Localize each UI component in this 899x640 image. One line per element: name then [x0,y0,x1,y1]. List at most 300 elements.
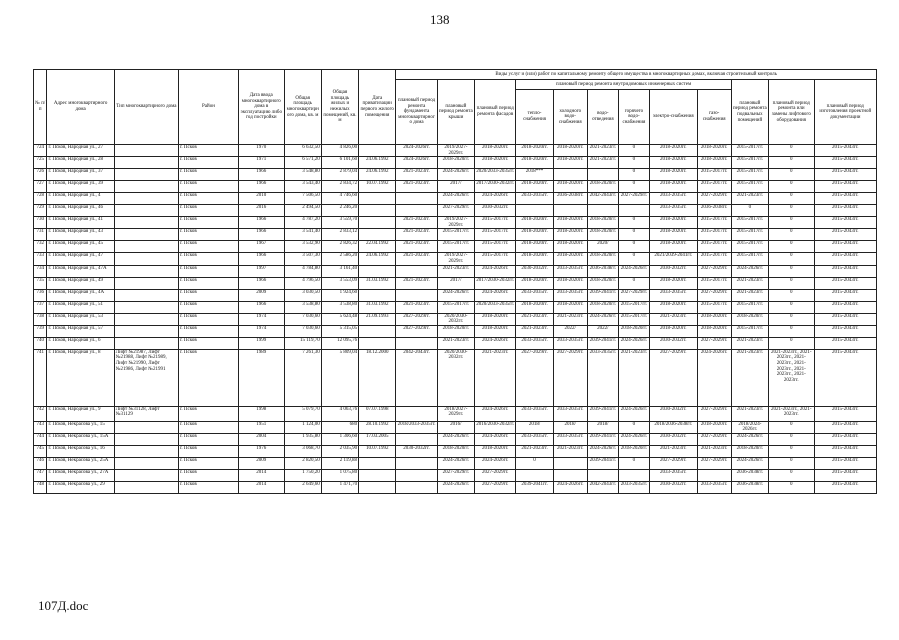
cell-elec: 2018-2020гг. [649,217,697,229]
cell-total: 4 784,80 [284,265,321,277]
cell-priv: 21.09.1993 [359,313,396,325]
cell-found [396,289,437,301]
cell-elec: 2018-2020гг. [649,181,697,193]
table-row [34,193,877,205]
cell-sewer: 2021-2023гг. [587,145,618,157]
cell-elev: 0 [769,289,815,301]
cell-priv [359,205,396,217]
cell-living: 1 306,60 [321,433,358,445]
cell-design: 2015-2043гг. [814,421,876,433]
cell-found [396,406,437,421]
cell-priv [359,325,396,337]
cell-elev: 0 [769,205,815,217]
cell-living: 2 586,20 [321,253,358,265]
cell-total: 1 124,00 [284,421,321,433]
cell-design: 2015-2043гг. [814,301,876,313]
cell-district: г. Псков [178,157,238,169]
cell-elec: 2021-2023гг. [649,313,697,325]
cell-district: г. Псков [178,253,238,265]
cell-elev: 0 [769,169,815,181]
cell-year: 1966 [238,301,284,313]
cell-elev: 0 [769,217,815,229]
cell-design: 2015-2043гг. [814,241,876,253]
cell-total: 3 507,30 [284,253,321,265]
cell-living: 6 101,60 [321,157,358,169]
cell-elec: 2018-2020гг. [649,229,697,241]
cell-hot: 2018-2020гг. [618,445,649,457]
cell-type [114,457,178,469]
table-row [34,145,877,157]
cell-sewer: 2022/ [587,325,618,337]
cell-type [114,157,178,169]
cell-found: 2021-2023гг. [396,301,437,313]
cell-total: 3 548,80 [284,169,321,181]
cell-priv [359,217,396,229]
cell-elev: 0 [769,277,815,289]
cell-found: 2030-2032гг. [396,445,437,457]
cell-address: г. Псков, Некрасова ул., 29 [47,481,114,493]
cell-base: 2018-2020гг. [731,445,768,457]
page-number: 138 [430,12,450,27]
cell-priv [359,457,396,469]
cell-year: 1967 [238,241,284,253]
cell-base: 2021-2023гг. [731,289,768,301]
cell-cold: 2033-2035гг. [553,433,587,445]
cell-gas: 2027-2029гг. [697,406,731,421]
cell-base: 2036-2038гг. [731,469,768,481]
header-roof: плановый период ремонта крыши [437,80,474,145]
cell-total: 6 632,50 [284,145,321,157]
cell-address: г. Псков, Народная ул., 8 [47,349,114,406]
cell-elec: 2030-2032гг. [649,433,697,445]
cell-address: г. Псков, Народная ул., 39 [47,181,114,193]
cell-total: 6 571,20 [284,157,321,169]
table-row [34,157,877,169]
cell-gas: 2033-2035гг. [697,481,731,493]
cell-facade: 2015-2017гг. [475,253,516,265]
cell-sewer: 2039-2041гг. [587,337,618,349]
cell-found [396,337,437,349]
cell-hot: 2027-2029гг. [618,193,649,205]
cell-hot: 0 [618,217,649,229]
cell-design: 2015-2043гг. [814,169,876,181]
cell-gas: 2015-2017гг. [697,301,731,313]
cell-sewer [587,205,618,217]
cell-elev: 0 [769,313,815,325]
cell-address: г. Псков, Народная ул., 6 [47,337,114,349]
cell-priv: 31.03.1992 [359,277,396,289]
cell-heat: 2039-2041гг. [516,481,553,493]
cell-address: г. Псков, Народная ул., 4 [47,193,114,205]
cell-facade: 2021-2023гг. [475,349,516,406]
cell-year: 2016 [238,205,284,217]
cell-priv: 31.03.1992 [359,301,396,313]
cell-cold [553,169,587,181]
cell-heat: 2033-2035гг. [516,433,553,445]
table-row [34,445,877,457]
cell-hot: 2021-2023гг. [618,349,649,406]
cell-found: 2024-2026гг. [396,157,437,169]
cell-base: 0 [731,205,768,217]
cell-cold: 2018-2020гг. [553,181,587,193]
cell-roof: 2020/2030-2032гг. [437,313,474,325]
cell-no: 726 [34,169,47,181]
cell-year: 1974 [238,313,284,325]
cell-type [114,421,178,433]
cell-priv: 18.12.2000 [359,349,396,406]
cell-district: г. Псков [178,145,238,157]
footer-filename: 107Д.doc [38,598,89,613]
table-row [34,253,877,265]
cell-total: 7 261,30 [284,349,321,406]
header-year: Дата ввода многоквартирного дома в эксплуатацию либо год постройки [238,70,284,145]
cell-found: 2018/2033-2035гг. [396,421,437,433]
cell-no: 725 [34,157,47,169]
cell-roof: 2017/ [437,277,474,289]
cell-type: Лифт №21987, Лифт №21988, Лифт №21989, Лифт №21990, Лифт №21986, Лифт №21991 [114,349,178,406]
cell-base: 2024-2026гг. [731,457,768,469]
cell-priv: 28.10.1992 [359,421,396,433]
cell-facade: 2015-2017гг. [475,217,516,229]
cell-roof: 2019/2027-2029гг. [437,253,474,265]
cell-sewer: 2018-2020гг. [587,181,618,193]
cell-type [114,445,178,457]
cell-facade: 2024-2026гг. [475,193,516,205]
cell-elev: 0 [769,265,815,277]
cell-sewer: 2042-2043гг. [587,481,618,493]
cell-district: г. Псков [178,481,238,493]
cell-hot: 0 [618,253,649,265]
cell-sewer: 2018/ [587,421,618,433]
cell-roof: 2024-2026гг. [437,481,474,493]
header-electric: электро-снабжения [649,90,697,145]
cell-design: 2015-2043гг. [814,337,876,349]
cell-year: 2009 [238,289,284,301]
cell-district: г. Псков [178,313,238,325]
cell-living: 3 538,80 [321,301,358,313]
cell-cold: 2024-2026гг. [553,481,587,493]
cell-base: 2018-2020гг. [731,313,768,325]
cell-base: 2021-2023гг. [731,337,768,349]
cell-total: 2 649,60 [284,481,321,493]
cell-facade: 2017/2030-2032гг. [475,181,516,193]
cell-no: 728 [34,193,47,205]
cell-heat: 2018-2020гг. [516,145,553,157]
cell-living: 5 624,48 [321,313,358,325]
cell-type [114,289,178,301]
cell-facade: 2024-2026гг. [475,337,516,349]
cell-elec: 2027-2029гг. [649,349,697,406]
cell-sewer: 2039-2041гг. [587,433,618,445]
cell-roof: 2015-2017гг. [437,241,474,253]
cell-priv: 22.04.1992 [359,241,396,253]
cell-found: 2021-2023гг. [396,253,437,265]
cell-sewer [587,169,618,181]
cell-found: 2021-2023гг. [396,241,437,253]
table-row [34,289,877,301]
header-type: Тип многоквартирного дома [114,70,178,145]
cell-hot [618,469,649,481]
cell-elec: 2033-2035гг. [649,289,697,301]
cell-gas: 2021-2023гг. [697,445,731,457]
cell-facade: 2017/2030-2032гг. [475,277,516,289]
cell-cold: 2018-2020гг. [553,301,587,313]
cell-living: 5 315,05 [321,325,358,337]
cell-base: 2024-2026гг. [731,265,768,277]
cell-gas: 2018-2020гг. [697,313,731,325]
cell-hot [618,205,649,217]
cell-no: 731 [34,229,47,241]
cell-elev: 2021-2023гг., 2021-2023гг. [769,406,815,421]
cell-gas: 2018-2020гг. [697,157,731,169]
cell-base: 2015-2017гг. [731,241,768,253]
cell-type [114,325,178,337]
cell-elec: 2030-2032гг. [649,265,697,277]
cell-hot: 0 [618,181,649,193]
table-row [34,457,877,469]
cell-no: 730 [34,217,47,229]
cell-base: 2036-2038гг. [731,481,768,493]
header-address: Адрес многоквартирного дома [47,70,114,145]
table-row [34,337,877,349]
cell-address: г. Псков, Народная ул., 43 [47,229,114,241]
cell-facade: 2024-2026гг. [475,406,516,421]
cell-no: 734 [34,265,47,277]
cell-address: г. Псков, Народная ул., 45 [47,241,114,253]
cell-base: 2015-2017гг. [731,157,768,169]
table-row [34,469,877,481]
cell-no: 746 [34,457,47,469]
cell-roof: 2020/2030-2032гг. [437,349,474,406]
cell-living: 1 075,80 [321,469,358,481]
cell-year: 1998 [238,406,284,421]
cell-roof: 2016/ [437,421,474,433]
cell-district: г. Псков [178,301,238,313]
cell-year: 1989 [238,349,284,406]
cell-priv: 07.07.1998 [359,406,396,421]
cell-total: 3 543,40 [284,181,321,193]
cell-gas: 2015-2017гг. [697,181,731,193]
cell-living: 1 471,70 [321,481,358,493]
cell-address: г. Псков, Народная ул., 57 [47,325,114,337]
cell-gas: 2015-2017гг. [697,229,731,241]
header-gas: газо-снабжения [697,90,731,145]
cell-no: 727 [34,181,47,193]
cell-sewer: 2036-2038гг. [587,265,618,277]
cell-facade: 2018-2020гг. [475,313,516,325]
cell-facade: 2015-2017гг. [475,241,516,253]
cell-roof: 2018-2020гг. [437,325,474,337]
cell-type [114,433,178,445]
cell-year: 1966 [238,277,284,289]
cell-roof: 2018-2020гг. [437,157,474,169]
cell-gas: 2024-2026гг. [697,349,731,406]
cell-elev: 0 [769,181,815,193]
cell-gas [697,469,731,481]
cell-found: 2021-2023гг. [396,169,437,181]
cell-gas: 2027-2029гг. [697,193,731,205]
cell-elev: 0 [769,301,815,313]
cell-found [396,433,437,445]
cell-facade: 2027-2029гг. [475,481,516,493]
cell-found: 2021-2023гг. [396,229,437,241]
cell-district: г. Псков [178,277,238,289]
table-row [34,169,877,181]
cell-type [114,337,178,349]
cell-base: 2024-2026гг. [731,433,768,445]
cell-roof: 2018/2027-2029гг. [437,406,474,421]
cell-facade: 2027-2029гг. [475,469,516,481]
cell-elev: 0 [769,337,815,349]
cell-elec: 2033-2035гг. [649,205,697,217]
cell-gas: 2015-2017гг. [697,241,731,253]
cell-type [114,241,178,253]
cell-year: 2014 [238,469,284,481]
cell-type [114,229,178,241]
cell-design: 2015-2043гг. [814,457,876,469]
cell-roof: 2019/2027-2029гг. [437,145,474,157]
cell-design: 2015-2043гг. [814,481,876,493]
table-row [34,265,877,277]
cell-found [396,265,437,277]
cell-type [114,181,178,193]
cell-address: г. Псков, Народная ул., 47А [47,265,114,277]
cell-living: 2 826,32 [321,241,358,253]
header-privatization-date: Дата приватизации первого жилого помещения [359,70,396,145]
cell-facade: 2016/2030-2032гг. [475,421,516,433]
cell-roof: 2024-2026гг. [437,193,474,205]
cell-elec: 2018/2036-2038гг. [649,421,697,433]
cell-base: 2021-2023гг. [731,406,768,421]
cell-sewer: 2018-2020гг. [587,301,618,313]
cell-type [114,217,178,229]
cell-design: 2015-2043гг. [814,157,876,169]
cell-design: 2015-2043гг. [814,325,876,337]
cell-facade: 2024-2026гг. [475,457,516,469]
cell-sewer [587,469,618,481]
cell-priv: 10.07.1992 [359,181,396,193]
cell-district: г. Псков [178,469,238,481]
cell-facade: 2030-2032гг. [475,205,516,217]
cell-total: 2 494,50 [284,205,321,217]
cell-no: 732 [34,241,47,253]
cell-living: 4 746,60 [321,193,358,205]
cell-no: 745 [34,445,47,457]
cell-roof: 2027-2029гг. [437,205,474,217]
cell-priv [359,481,396,493]
table-body [34,145,877,494]
cell-hot: 0 [618,169,649,181]
cell-design: 2015-2043гг. [814,289,876,301]
cell-design: 2015-2043гг. [814,205,876,217]
cell-gas: 2027-2029гг. [697,337,731,349]
cell-elev: 0 [769,457,815,469]
cell-type [114,193,178,205]
cell-elec: 2018-2020гг. [649,277,697,289]
cell-gas: 2027-2029гг. [697,289,731,301]
cell-elev: 0 [769,325,815,337]
cell-cold: 2018-2020гг. [553,157,587,169]
cell-priv: 24.06.1992 [359,253,396,265]
cell-district: г. Псков [178,406,238,421]
cell-type [114,469,178,481]
cell-living: 12 095,76 [321,337,358,349]
cell-district: г. Псков [178,229,238,241]
cell-elec: 2030-2032гг. [649,406,697,421]
cell-total: 4 796,50 [284,277,321,289]
cell-year: 1951 [238,421,284,433]
cell-year: 1966 [238,181,284,193]
cell-priv [359,289,396,301]
cell-total: 3 538,80 [284,301,321,313]
cell-cold: 2033-2035гг. [553,406,587,421]
cell-address: г. Псков, Некрасова ул., 25А [47,457,114,469]
cell-facade: 2018-2020гг. [475,325,516,337]
cell-heat: 2021-2023гг. [516,313,553,325]
cell-roof: 2021-2023гг. [437,265,474,277]
cell-design: 2015-2043гг. [814,253,876,265]
cell-base: 2015-2017гг. [731,169,768,181]
cell-type [114,253,178,265]
cell-total: 3 532,90 [284,241,321,253]
cell-heat: 2018-2020гг. [516,253,553,265]
cell-elec: 2033-2035гг. [649,193,697,205]
cell-address: г. Псков, Народная ул., 53 [47,313,114,325]
cell-elev: 0 [769,445,815,457]
header-district: Район [178,70,238,145]
cell-year: 1966 [238,169,284,181]
cell-total: 1 935,80 [284,433,321,445]
cell-heat: 2033-2035гг. [516,406,553,421]
cell-found [396,457,437,469]
cell-found: 2042-2043гг. [396,349,437,406]
cell-elev: 0 [769,253,815,265]
cell-elev: 0 [769,469,815,481]
cell-facade: 2020/2033-2035гг. [475,301,516,313]
header-living-area: Общая площадь жилых и нежилых помещений, кв. м [321,70,358,145]
cell-design: 2015-2043гг. [814,277,876,289]
cell-found: 2027-2029гг. [396,313,437,325]
header-row-top [34,70,877,80]
cell-cold: 2018-2020гг. [553,217,587,229]
cell-total: 15 119,70 [284,337,321,349]
cell-gas: 2036-2038гг. [697,205,731,217]
cell-cold [553,469,587,481]
cell-cold: 2033-2035гг. [553,289,587,301]
cell-district: г. Псков [178,265,238,277]
cell-cold: 2036-2038гг. [553,193,587,205]
header-foundation: плановый период ремонта фундамента многоквартирного дома [396,80,437,145]
cell-sewer: 2018-2020гг. [587,253,618,265]
cell-no: 744 [34,433,47,445]
cell-gas: 2015-2017гг. [697,217,731,229]
table-row [34,433,877,445]
cell-year: 2004 [238,433,284,445]
cell-living: 5 809,04 [321,349,358,406]
cell-address: г. Псков, Народная ул., 49 [47,277,114,289]
cell-elev: 0 [769,145,815,157]
table-row [34,301,877,313]
cell-cold: 2033-2035гг. [553,265,587,277]
cell-living: 2 834,72 [321,181,358,193]
cell-hot: 2027-2029гг. [618,289,649,301]
cell-hot: 2024-2026гг. [618,265,649,277]
cell-district: г. Псков [178,349,238,406]
cell-type [114,301,178,313]
cell-address: г. Псков, Некрасова ул., 16 [47,445,114,457]
cell-base: 2015-2017гг. [731,217,768,229]
cell-heat [516,469,553,481]
